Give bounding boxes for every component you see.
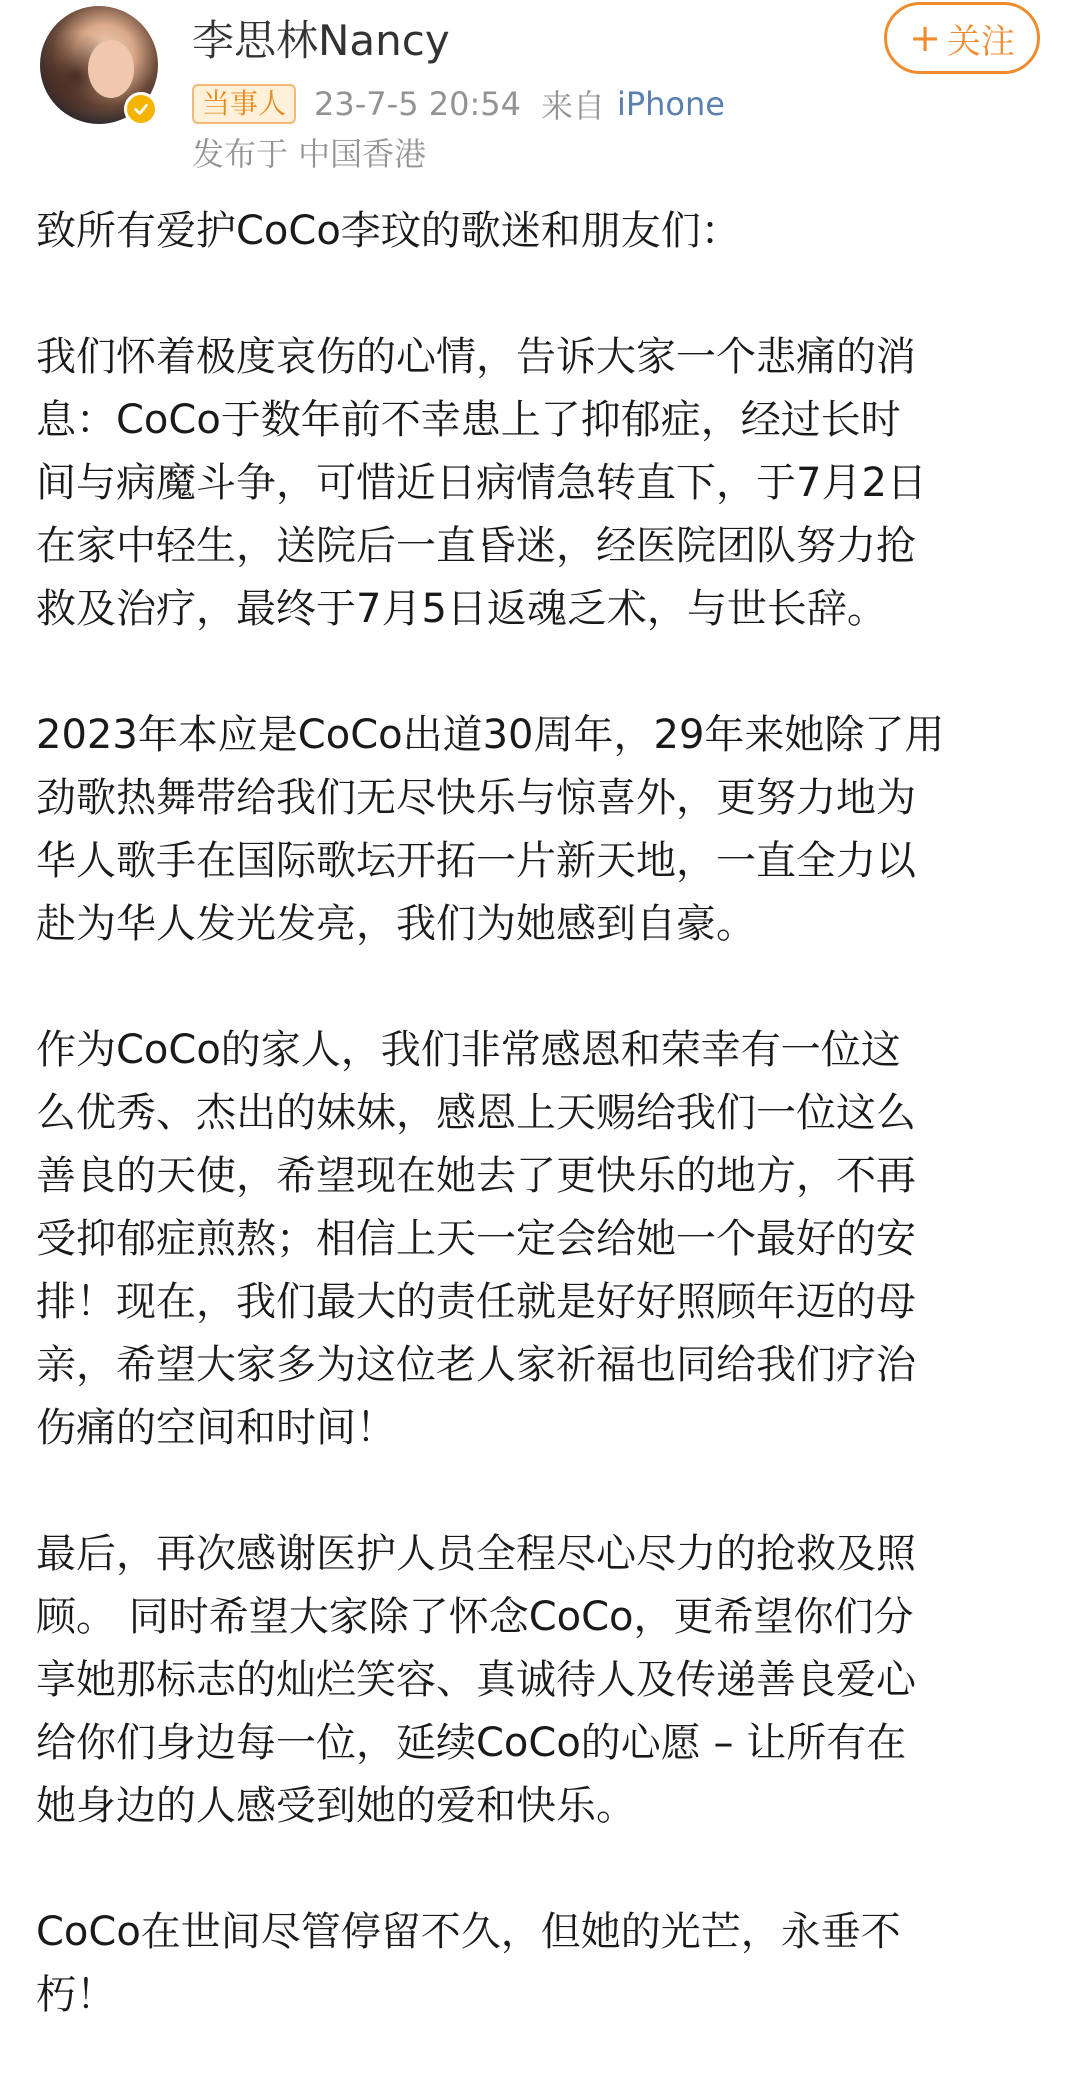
post-paragraph: CoCo在世间尽管停留不久，但她的光芒，永垂不 朽！ (36, 1909, 901, 2018)
involved-party-badge: 当事人 (192, 84, 296, 124)
post-paragraph: 2023年本应是CoCo出道30周年，29年来她除了用 劲歌热舞带给我们无尽快乐与惊喜外，更努力地为 华人歌手在国际歌坛开拓一片新天地，一直全力以 赴为华人发光发亮，我们为她感到自豪。 (36, 712, 945, 947)
follow-button-label: 关注 (946, 21, 1015, 62)
avatar-face (88, 40, 134, 98)
post-paragraph: 我们怀着极度哀伤的心情，告诉大家一个悲痛的消 息：CoCo于数年前不幸患上了抑郁症，经过长时 间与病魔斗争，可惜近日病情急转直下，于7月2日 在家中轻生，送院后一直昏迷，经医院团队努力抢 救及治疗，最终于7月5日返魂乏术，与世长辞。 (36, 334, 927, 632)
post-meta (192, 82, 725, 126)
post-paragraph: 致所有爱护CoCo李玟的歌迷和朋友们： (36, 208, 741, 254)
post-body (36, 200, 1046, 2090)
post-location: 发布于 中国香港 (192, 135, 427, 173)
post-paragraph: 最后，再次感谢医护人员全程尽心尽力的抢救及照 顾。 同时希望大家除了怀念CoCo，更希望你们分 享她那标志的灿烂笑容、真诚待人及传递善良爱心 给你们身边每一位，延续CoCo的心愿 – 让所有在 她身边的人感受到她的爱和快乐。 (36, 1531, 916, 1829)
author-name[interactable]: 李思林Nancy (192, 16, 450, 65)
follow-button[interactable] (884, 2, 1040, 74)
post-timestamp: 23-7-5 20:54 (314, 85, 521, 123)
source-device-link[interactable]: iPhone (616, 85, 725, 123)
plus-icon: + (909, 16, 941, 60)
source-label: 来自 (540, 87, 605, 125)
verified-badge-icon (124, 92, 158, 126)
checkmark-icon (132, 100, 150, 118)
post-header (0, 0, 1080, 190)
post-paragraph: 作为CoCo的家人，我们非常感恩和荣幸有一位这 么优秀、杰出的妹妹，感恩上天赐给我们一位这么 善良的天使，希望现在她去了更快乐的地方，不再 受抑郁症煎熬；相信上天一定会给她一个最好的安 排！现在，我们最大的责任就是好好照顾年迈的母 亲，希望大家多为这位老人家祈福也同给我们疗治 伤痛的空间和时间！ (36, 1027, 916, 1451)
